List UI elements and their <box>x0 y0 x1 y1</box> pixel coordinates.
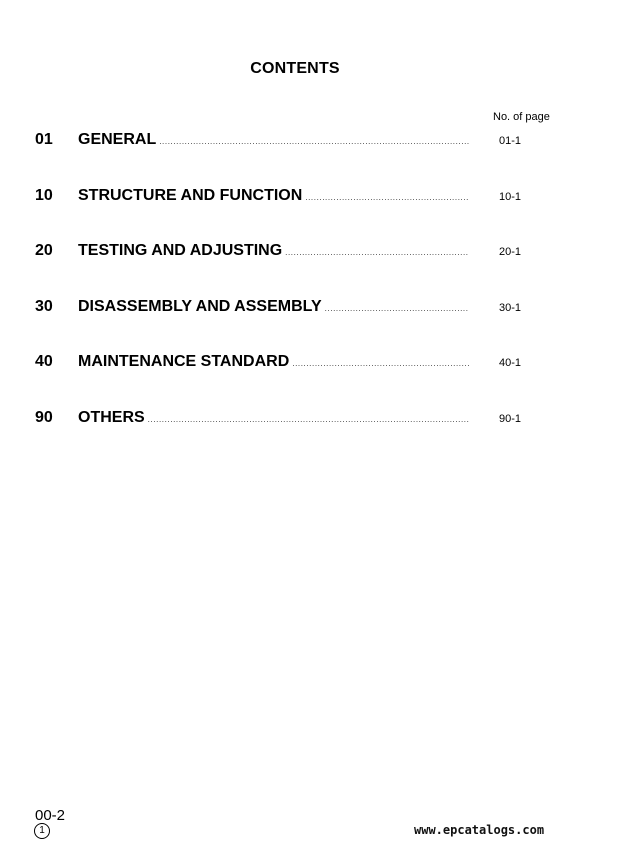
dot-leader <box>325 304 469 313</box>
toc-title[interactable]: GENERAL <box>78 131 157 148</box>
dot-leader <box>159 137 469 146</box>
toc-row-general[interactable] <box>35 131 535 187</box>
dot-leader <box>305 193 469 202</box>
page-title: CONTENTS <box>250 60 340 77</box>
toc-title[interactable]: MAINTENANCE STANDARD <box>78 353 290 371</box>
toc-number: 10 <box>35 186 53 204</box>
revision-mark: 1 <box>34 823 50 839</box>
toc-row-disassembly-and-assembly[interactable] <box>35 298 535 354</box>
toc-number: 90 <box>35 408 53 426</box>
toc-page-number: 90-1 <box>498 412 522 425</box>
toc-row-maintenance-standard[interactable] <box>35 353 535 409</box>
toc-row-others[interactable] <box>35 409 535 465</box>
toc-number: 20 <box>35 242 53 260</box>
dot-leader <box>292 359 469 368</box>
toc-title[interactable]: DISASSEMBLY AND ASSEMBLY <box>78 297 322 315</box>
dot-leader <box>285 248 469 257</box>
toc-title[interactable]: STRUCTURE AND FUNCTION <box>78 186 303 204</box>
toc-row-testing-and-adjusting[interactable] <box>35 242 535 298</box>
toc-page-number: 30-1 <box>498 301 522 314</box>
toc-number: 01 <box>35 131 53 148</box>
footer-page-number: 00-2 <box>35 807 66 824</box>
toc-title[interactable]: TESTING AND ADJUSTING <box>78 242 283 260</box>
toc-page-number: 40-1 <box>498 357 522 370</box>
toc-page-number: 20-1 <box>498 246 522 259</box>
page-column-header: No. of page <box>493 111 550 123</box>
watermark-text: www.epcatalogs.com <box>414 823 545 837</box>
dot-leader <box>148 415 469 424</box>
toc-title[interactable]: OTHERS <box>78 408 145 426</box>
toc-number: 30 <box>35 297 53 315</box>
toc-page-number: 10-1 <box>498 190 522 203</box>
toc-row-structure-and-function[interactable] <box>35 187 535 243</box>
toc-number: 40 <box>35 353 53 371</box>
toc-page-number: 01-1 <box>498 135 522 147</box>
table-of-contents <box>35 131 535 465</box>
